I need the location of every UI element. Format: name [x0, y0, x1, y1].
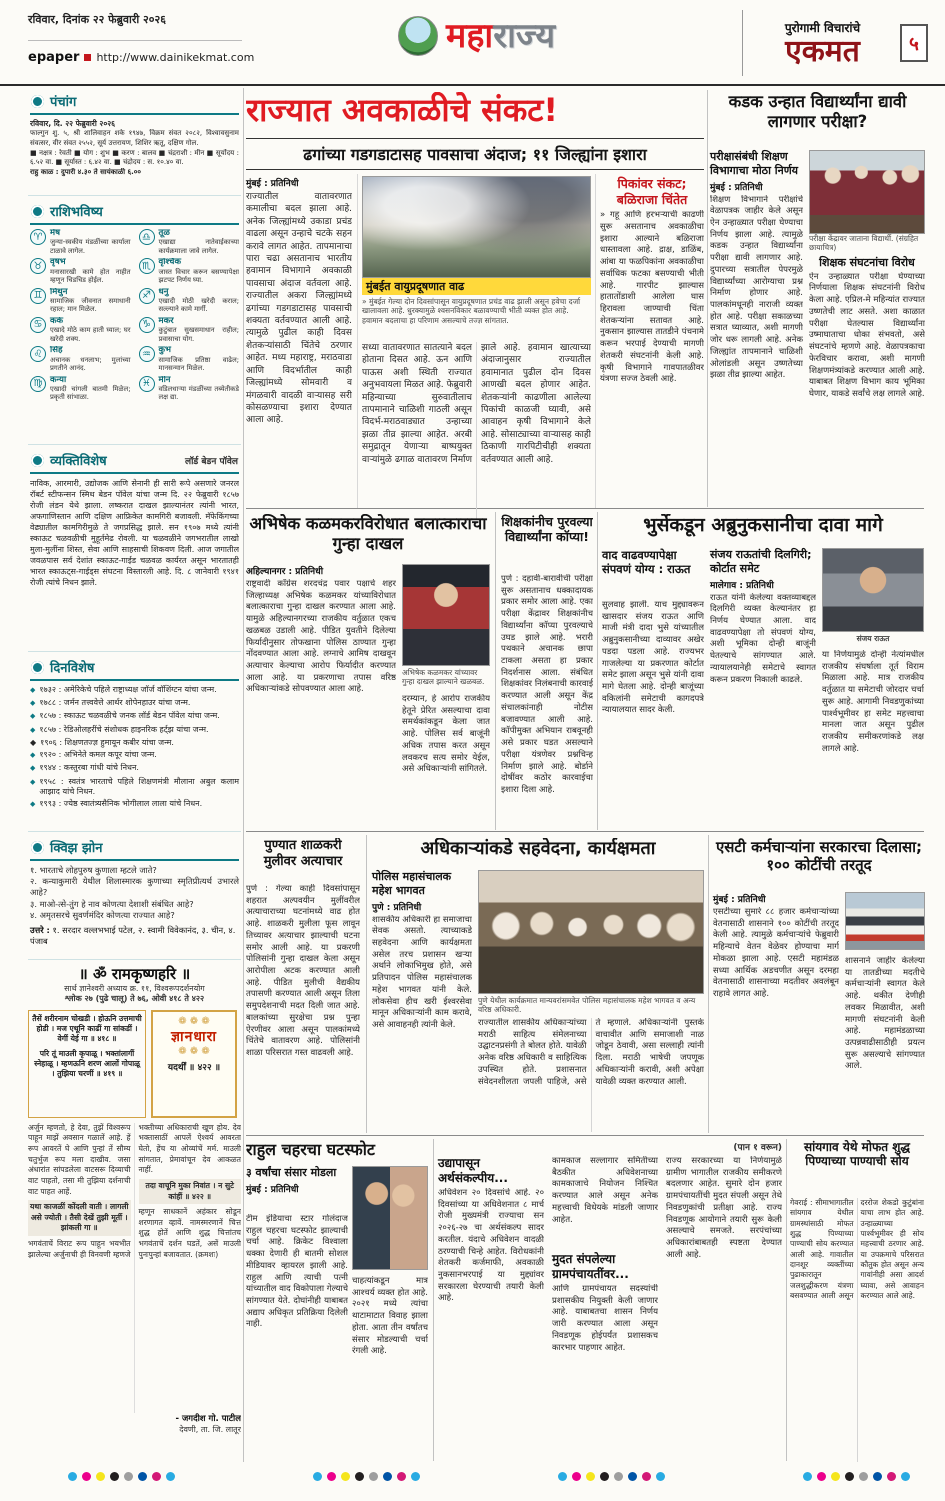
- pisces-icon: ♓: [139, 376, 155, 392]
- vyakti-header: [30, 449, 239, 474]
- column-rule: [707, 90, 708, 507]
- sanyagav-body: गेवराई : सीमाभागातील सांयगाव येथील ग्रामस्थांसाठी मोफत शुद्ध पिण्याच्या पाण्याची सोय करण्यात आली आहे. गावातील दानशूर व्यक्तींच्या पुढाकारातून जलशुद्धीकरण यंत्रणा बसवण्यात आली असून दररोज शेकडो कुटुंबांना याचा लाभ होत आहे. उन्हाळ्याच्या पार्श्वभूमीवर ही सोय महत्त्वाची ठरणार आहे. या उपक्रमाचे परिसरात कौतुक होत असून अन्य गावांनीही असा आदर्श घ्यावा, असे आवाहन करण्यात आले आहे.: [790, 1198, 924, 1301]
- rashi-text: वडिलधाऱ्या मंडळींच्या तब्येतीकडे लक्ष द्या.: [158, 384, 239, 402]
- panchang-section[interactable]: [28, 90, 241, 196]
- capricorn-icon: ♑: [139, 317, 155, 333]
- dinvishesh-item: ◆ १९४४ : कस्तुरबा गांधी यांचे निधन.: [30, 763, 239, 774]
- ram-subtitle1: सार्थ ज्ञानेश्वरी अध्याय क्र. ११, विश्वरूपदर्शनयोग: [64, 984, 205, 993]
- dinvishesh-item: ◆ १९०६ : शिक्षणतज्ज्ञ हुमायून कबीर यांचा जन्म.: [30, 737, 174, 747]
- libra-icon: ♎: [139, 229, 155, 245]
- scorpio-icon: ♏: [139, 258, 155, 274]
- lead-headline[interactable]: राज्यात अवकाळीचे संकट!: [246, 92, 559, 129]
- rashi-name: कुंभ: [158, 346, 172, 356]
- column-rule: [243, 88, 244, 1462]
- rahul-body-2: चाहत्यांकडून मात्र आश्चर्य व्यक्त होत आहे. २०२१ मध्ये त्यांचा थाटामाटात विवाह झाला होता. आता तीन वर्षांतच संसार मोडल्याची चर्चा रंगली आहे.: [352, 1276, 428, 1357]
- registration-dot: [124, 1472, 133, 1481]
- ornament-icon: ❁ ❁ ❁: [178, 1045, 210, 1057]
- ram-paragraph: म्हणून साधकानें अहंकार सोडून शरणागत व्हावें. नामस्मरणानें चित्त शुद्ध होतें आणि शुद्ध चित्तांतच भगवंताचें दर्शन घडतें, असें माउली पुनःपुन्हां बजावतात. (क्रमशः): [138, 1207, 241, 1259]
- vyakti-vishesh-section[interactable]: [28, 449, 241, 652]
- ram-quote: तदा वाचूनि मुका निवांत । न सुटे कांहीं ॥ ४२२ ॥: [139, 1179, 242, 1204]
- quiz-question: १. भारताचे लोहपुरुष कुणाला म्हटले जाते?: [30, 865, 157, 875]
- rashi-name: कर्क: [50, 316, 64, 326]
- lead-caption-body: » मुंबईत गेल्या दोन दिवसांपासून वायुप्रदूषणात प्रचंड वाढ झाली असून हवेचा दर्जा खालावला आहे. धुरक्यामुळे श्वसनविकार बळावण्याची भीती व्यक्त होत आहे. हवामान बदलाचा हा परिणाम असल्याचे तज्ज्ञ सांगतात.: [362, 297, 581, 325]
- rashi-item: [139, 258, 240, 284]
- bullet-icon: ◆: [30, 686, 36, 694]
- registration-dot: [383, 1472, 392, 1481]
- dinvishesh-item: ◆ १९२० : अभिनेते कमल कपूर यांचा जन्म.: [30, 750, 239, 761]
- bullet-icon: ◆: [30, 712, 36, 721]
- crops-sidebar-article[interactable]: [600, 176, 704, 508]
- lead-body-2: सध्या वातावरणात सातत्याने बदल होताना दिसत आहे. ऊन आणि पाऊस अशी स्थिती राज्यात अनुभवायला मिळत आहे. फेब्रुवारी महिन्याच्या सुरुवातीलाच तापमानाने चाळिशी गाठली असून विदर्भ-मराठवाड्यात उन्हाच्या झळा तीव्र झाल्या आहेत. अरबी समुद्रातून येणाऱ्या बाष्पयुक्त वाऱ्यांमुळे ढगाळ वातावरण निर्माण झाले आहे. हवामान खात्याच्या अंदाजानुसार राज्यातील हवामानात पुढील दोन दिवस आणखी बदल होणार आहेत. शेतकऱ्यांनी काढणीला आलेल्या पिकांची काळजी घ्यावी, असे आवाहन कृषी विभागाने केले आहे. सोसाट्याच्या वाऱ्यासह काही ठिकाणी गारपिटीचीही शक्यता वर्तवण्यात आली आहे.: [362, 343, 591, 465]
- dinvishesh-item: ◆ १७८८ : जर्मन तत्त्ववेत्ते आर्थर शोपेनहाउर यांचा जन्म.: [30, 698, 239, 709]
- quiz-question: ३. माओ-त्से-तुंग हे नाव कोणत्या देशाशी संबंधित आहे?: [30, 898, 194, 909]
- registration-dots: [313, 1472, 420, 1481]
- rashi-text: सामाजिक जीवनात समाधानी रहाल; मान मिळेल.: [50, 296, 131, 314]
- aquarius-icon: ♒: [139, 346, 155, 362]
- pune-headline[interactable]: पुण्यात शाळकरी मुलीवर अत्याचार: [263, 838, 343, 869]
- continued-from-label: (पान १ वरून): [733, 1143, 782, 1153]
- registration-dot: [68, 1472, 77, 1481]
- rashi-section[interactable]: [28, 200, 241, 445]
- dinvishesh-item: ◆ १८५७ : स्काऊट चळवळीचे जनक लॉर्ड बेडन पॉवेल यांचा जन्म.: [30, 711, 239, 722]
- registration-dot: [817, 1472, 826, 1481]
- column-rule: [495, 512, 496, 830]
- registration-dot: [901, 1472, 910, 1481]
- sahavedana-byline: पुणे : प्रतिनिधी: [372, 902, 422, 913]
- storm-clouds-photo: [362, 176, 591, 278]
- rashi-text: एखादी मोठी खरेदी कराल; सल्ल्याने कामे मार्गी.: [158, 296, 239, 314]
- rahul-subblock: [246, 1166, 348, 1212]
- dinvishesh-title: दिनविशेष: [50, 661, 95, 676]
- bullet-icon: ◆: [30, 699, 36, 708]
- dinvishesh-header: [30, 656, 239, 681]
- registration-dot: [355, 1472, 364, 1481]
- rashi-text: अचानक धनलाभ; मुलांच्या प्रगतीने आनंद.: [50, 355, 131, 373]
- abhishek-body-1: राष्ट्रवादी काँग्रेस शरदचंद्र पवार पक्षाचे शहर जिल्हाध्यक्ष अभिषेक कळमकर यांच्याविरोधात बलात्काराचा गुन्हा दाखल करण्यात आला आहे. यामुळे अहिल्यानगरच्या राजकीय वर्तुळात एकच खळबळ उडाली आहे. पीडित युवतीने दिलेल्या फिर्यादीनुसार तोफखाना पोलिस ठाण्यात गुन्हा नोंदवण्यात आला आहे. लग्नाचे आमिष दाखवून अत्याचार केल्याचा आरोप फिर्यादीत करण्यात आला आहे. या प्रकरणाचा तपास वरिष्ठ अधिकाऱ्यांकडे सोपवण्यात आला आहे.: [246, 579, 396, 695]
- quiz-header: [30, 836, 239, 861]
- quiz-question: २. कन्याकुमारी येथील शिलास्मारक कुणाच्या स्मृतिप्रीत्यर्थ उभारले आहे?: [30, 876, 239, 898]
- registration-dot: [586, 1472, 595, 1481]
- lead-media-block: [362, 176, 591, 520]
- st-body-2: शासनाने जाहीर केलेल्या या तातडीच्या मदतीचे कर्मचाऱ्यांनी स्वागत केले आहे. थकीत देणीही लवकर मिळावीत, अशी मागणी संघटनांनी केली आहे. महामंडळाच्या उत्पन्नवाढीसाठीही प्रयत्न सुरू असल्याचे सांगण्यात आले.: [845, 956, 925, 1072]
- rashi-text: जुन्या-स्वकीय मंडळींच्या कार्याला टाळावे लागेल.: [50, 238, 131, 255]
- st-bus-photo: [845, 892, 925, 950]
- aries-icon: ♈: [30, 229, 46, 245]
- column-rule: [357, 174, 358, 508]
- budget-cont-title[interactable]: उद्यापासून अर्थसंकल्पीय...: [438, 1156, 508, 1185]
- rashi-header: [30, 200, 239, 225]
- quiz-question: ४. अमृतसरचे सुवर्णमंदिर कोणत्या राज्यात आहे?: [30, 909, 175, 920]
- column-rule: [597, 512, 598, 830]
- exam-right-column: [809, 150, 925, 500]
- abhishek-photo: [402, 564, 490, 666]
- crops-headline-1: पिकांवर संकट;: [617, 176, 687, 191]
- dinvishesh-item: ◆ १८५७ : रेडिओलहरींचे संशोधक हाइनरिक हर्ट्झ यांचा जन्म.: [30, 725, 239, 736]
- rashi-text: सामाजिक प्रतिष्ठा वाढेल; मानसन्मान मिळेल.: [158, 355, 239, 373]
- abhishek-body-2: दरम्यान, हे आरोप राजकीय हेतूने प्रेरित असल्याचा दावा समर्थकांकडून केला जात आहे. पोलिस सर्व बाजूंनी अधिक तपास करत असून लवकरच सत्य समोर येईल, असे अधिकाऱ्यांनी सांगितले.: [402, 694, 490, 775]
- exam-body-left: शिक्षण विभागाने परीक्षांचे वेळापत्रक जाहीर केले असून ऐन उन्हाळ्यात परीक्षा घेण्याचा निर्णय झाला आहे. त्यामुळे कडक उन्हात विद्यार्थ्यांना परीक्षा द्यावी लागणार आहे. दुपारच्या सत्रातील पेपरमुळे विद्यार्थ्यांच्या आरोग्याचा प्रश्न निर्माण होणार आहे. पालकांमधूनही नाराजी व्यक्त होत आहे. परीक्षा सकाळच्या सत्रात घ्याव्यात, अशी मागणी जोर धरू लागली आहे. अनेक जिल्ह्यांत तापमानाने चाळिशी ओलांडली असून उष्णतेच्या झळा तीव्र झाल्या आहेत.: [710, 194, 803, 381]
- panchang-title: पंचांग: [50, 95, 77, 110]
- ram-paragraph: अर्जुन म्हणतो, हे देवा, तुझें विश्वरूप पाहून माझें अवसान गळालें आहे. हें रूप आवरतें घे आणि पुन्हां तें सौम्य चतुर्भुज रूप मला दाखीव. जसा अंधारांत सांपडलेला वाटसरू दिव्याची वाट पाहतो, तसा मी तुझिया दर्शनाची वाट पाहत आहें.: [28, 1122, 131, 1196]
- column-rule: [433, 1139, 434, 1461]
- masthead-logo-icon: [398, 16, 438, 56]
- registration-dot: [138, 1472, 147, 1481]
- verse-line: तैसें शरीरनाम चोखडी । होऊनि उत्तमाची होडी । मज एथूनि काढीं गा सांकडीं । वेगीं येई गा ॥ ४१८ ॥: [32, 1013, 142, 1044]
- sahavedana-body-bottom: राज्यातील शासकीय अधिकाऱ्यांच्या मराठी साहित्य संमेलनाच्या उद्घाटनप्रसंगी ते बोलत होते. यावेळी अनेक वरिष्ठ अधिकारी व साहित्यिक उपस्थित होते. प्रशासनात संवेदनशीलता जपली पाहिजे, असे ते म्हणाले. अधिकाऱ्यांनी पुस्तके वाचावीत आणि समाजाशी नाळ जोडून ठेवावी, असा सल्लाही त्यांनी दिला. मराठी भाषेची जपणूक अधिकाऱ्यांनी करावी, अशी अपेक्षा यावेळी व्यक्त करण्यात आली.: [478, 1018, 704, 1087]
- page-number: ५: [900, 24, 928, 62]
- rashi-text: एखादे मोठे काम हाती घ्याल; घर खरेदी शक्य.: [50, 326, 131, 343]
- registration-dot: [628, 1472, 637, 1481]
- rashi-item: [30, 229, 131, 255]
- rashi-item: [139, 376, 240, 402]
- registration-dot: [600, 1472, 609, 1481]
- budget-cont-body: अधिवेशन २० दिवसांचे आहे. २० दिवसांच्या या अधिवेशनात ८ मार्च रोजी मुख्यमंत्री राज्याचा सन २०२६-२७ चा अर्थसंकल्प सादर करतील. यंदाचे अधिवेशन वादळी ठरण्याची चिन्हे आहेत. विरोधकांनी शेतकरी कर्जमाफी, अवकाळी नुकसानभरपाई या मुद्द्यांवर सरकारला घेरण्याची तयारी केली आहे.: [438, 1188, 544, 1304]
- ram-title: ॥ ॐ रामकृष्णहरि ॥: [78, 965, 191, 983]
- cont-column-2: [552, 1156, 658, 1462]
- dinvishesh-section[interactable]: [28, 656, 241, 832]
- registration-dot: [327, 1472, 336, 1481]
- ornament-icon: ❁ ❁ ❁: [178, 1015, 210, 1027]
- rashi-item: [139, 317, 240, 343]
- rashi-text: मनासारखी कामे होत नाहीत म्हणून चिडचिड होईल.: [50, 267, 131, 285]
- vyakti-icon: [31, 454, 44, 467]
- abhishek-photo-caption: अभिषेक कळमकर यांच्यावर गुन्हा दाखल झाल्याने खळबळ.: [402, 668, 485, 687]
- registration-dot: [803, 1472, 812, 1481]
- vyakti-body: नाविक, आरमारी, उद्योजक आणि सेनानी ही सारी रूपे असणारे जनरल रॉबर्ट स्टीफन्सन स्मिथ बेडन पॉवेल यांचा जन्म दि. २२ फेब्रुवारी १८५७ रोजी लंडन येथे झाला. लष्करात दाखल झाल्यानंतर त्यांनी भारत, अफगाणिस्तान आणि दक्षिण आफ्रिकेत कामगिरी बजावली. मॅफेकिंगच्या वेढ्यातील कामगिरीमुळे ते जगप्रसिद्ध झाले. सन १९०७ मध्ये त्यांनी स्काऊट चळवळीची मुहूर्तमेढ रोवली. या चळवळीने जगभरातील लाखो मुला-मुलींना शिस्त, सेवा आणि साहसाची शिकवण दिली. आज जगातील जवळपास सर्व देशांत स्काऊट-गाईड चळवळ कार्यरत असून भारतातही भारत स्काऊट्स-गाईड्स संघटना विस्तारली आहे. दि. ८ जानेवारी १९४१ रोजी त्यांचे निधन झाले.: [30, 479, 239, 588]
- date-line: रविवार, दिनांक २२ फेब्रुवारी २०२६: [28, 13, 166, 26]
- masthead-part2: राज्य: [493, 16, 556, 56]
- rashi-item: [30, 258, 131, 284]
- sahavedana-minihead: पोलिस महासंचालक महेश भागवत: [372, 870, 452, 897]
- bullet-icon: ◆: [30, 777, 36, 786]
- epaper-label: epaper: [28, 50, 80, 65]
- exam-headline[interactable]: कडक उन्हात विद्यार्थ्यांना द्यावी लागणार परीक्षा?: [728, 92, 907, 131]
- registration-dot: [110, 1472, 119, 1481]
- sahavedana-photo-caption: पुणे येथील कार्यक्रमात मान्यवरांसमवेत पोलिस महासंचालक महेश भागवत व अन्य वरिष्ठ अधिकारी.: [478, 996, 696, 1015]
- bhurse-byline: मालेगाव : प्रतिनिधी: [710, 580, 774, 591]
- rashi-item: [30, 288, 131, 314]
- ram-body: [28, 1123, 241, 1413]
- ram-krishna-hari-section[interactable]: [28, 964, 241, 1462]
- registration-dots: [803, 1472, 910, 1481]
- dinvishesh-icon: [31, 661, 44, 674]
- rashi-name: कन्या: [50, 375, 67, 385]
- column-rule: [595, 174, 596, 508]
- abhishek-byline: अहिल्यानगर : प्रतिनिधी: [246, 567, 324, 577]
- registration-dot: [845, 1472, 854, 1481]
- panchang-day: रविवार, दि. २२ फेब्रुवारी २०२६: [30, 119, 116, 128]
- grampanchayat-cont-body: आणि ग्रामपंचायत सदस्यांची प्रशासकीय नियुक्ती केली जाणार आहे. याबाबतचा शासन निर्णय जारी करण्यात आला असून निवडणूक होईपर्यंत प्रशासकच कारभार पाहणार आहेत.: [552, 1284, 658, 1353]
- vyakti-title: व्यक्तिविशेष: [50, 454, 107, 469]
- rashi-item: [30, 376, 131, 402]
- taurus-icon: ♉: [30, 258, 46, 274]
- rashi-name: मकर: [158, 316, 174, 326]
- section-rule: [246, 1135, 924, 1136]
- rashi-grid: [30, 229, 239, 402]
- raut-photo-caption: संजय राऊत: [856, 634, 890, 643]
- rahul-byline: मुंबई : प्रतिनिधी: [246, 1184, 299, 1195]
- sagittarius-icon: ♐: [139, 288, 155, 304]
- rashi-item: [139, 346, 240, 372]
- registration-dot: [166, 1472, 175, 1481]
- rashi-item: [139, 229, 240, 255]
- epaper-row: [28, 50, 254, 65]
- bullet-icon: ◆: [30, 764, 36, 773]
- sahavedana-headline[interactable]: अधिकाऱ्यांकडे सहवेदना, कार्यक्षमता: [420, 838, 656, 859]
- bhurse-lede: संजय राऊतांची दिलगिरी; कोर्टात समेट: [710, 548, 812, 575]
- registration-dot: [859, 1472, 868, 1481]
- exam-body-right: ऐन उन्हाळ्यात परीक्षा घेण्याच्या निर्णयाला शिक्षक संघटनांनी विरोध केला आहे. एप्रिल-मे महिन्यांत राज्यात उष्णतेची लाट असते. अशा काळात परीक्षा घेतल्यास विद्यार्थ्यांना उष्माघाताचा धोका संभवतो, असे संघटनांचे म्हणणे आहे. वेळापत्रकाचा फेरविचार करावा, अशी मागणी शिक्षणमंत्र्यांकडे करण्यात आली आहे. याबाबत शिक्षण विभाग काय भूमिका घेणार, याकडे सर्वांचे लक्ष लागले आहे.: [809, 271, 925, 399]
- dignitaries-group-photo: [478, 870, 704, 994]
- column-rule: [366, 835, 367, 1133]
- ram-signature-place: देवणी, ता. जि. लातूर: [179, 1424, 241, 1434]
- copies-body: पुणे : दहावी-बारावीची परीक्षा सुरू असतानाच धक्कादायक प्रकार समोर आला आहे. एका परीक्षा केंद्रावर शिक्षकांनीच विद्यार्थ्यांना कॉप्या पुरवल्याचे उघड झाले आहे. भरारी पथकाने अचानक छापा टाकला असता हा प्रकार निदर्शनास आला. संबंधित शिक्षकांवर निलंबनाची कारवाई करण्यात आली असून केंद्र संचालकांनाही नोटीस बजावण्यात आली आहे. कॉपीमुक्त अभियान राबवूनही असे प्रकार घडत असल्याने परीक्षा यंत्रणेवर प्रश्नचिन्ह निर्माण झाले आहे. बोर्डाने दोषींवर कठोर कारवाईचा इशारा दिला आहे.: [501, 574, 593, 795]
- masthead-bar: [0, 0, 945, 86]
- lead-body-1: राज्यातील वातावरणात कमालीचा बदल झाला आहे. अनेक जिल्ह्यांमध्ये उकाडा प्रचंड वाढला असून उन्हाचे चटके सहन करावे लागत आहेत. तापमानाचा पारा चढा असतानाच भारतीय हवामान विभागाने अवकाळी पावसाचा अंदाज वर्तवला आहे. राज्यातील अकरा जिल्ह्यांमध्ये ढगांच्या गडगडाटासह पावसाची शक्यता वर्तवण्यात आली आहे. त्यामुळे पुढील काही दिवस शेतकऱ्यांसाठी चिंतेचे ठरणार आहेत. मध्य महाराष्ट्र, मराठवाडा आणि विदर्भातील काही जिल्ह्यांमध्ये सोमवारी व मंगळवारी वादळी वाऱ्यासह सरी कोसळण्याचा इशारा देण्यात आला आहे.: [246, 192, 352, 426]
- column-rule: [786, 1139, 787, 1461]
- virgo-icon: ♍: [30, 376, 46, 392]
- sanyagav-headline[interactable]: सांयगाव येथे मोफत शुद्ध पिण्याच्या पाण्याची सोय: [803, 1140, 910, 1169]
- rahul-subhead: ३ वर्षांचा संसार मोडला: [246, 1166, 337, 1179]
- rashi-name: मिथुन: [50, 287, 68, 297]
- grampanchayat-cont-title[interactable]: मुदत संपलेल्या ग्रामपंचायतींवर...: [552, 1252, 629, 1281]
- rashi-name: तूळ: [158, 229, 170, 238]
- sahavedana-left-column: [372, 870, 472, 1132]
- rashi-name: मीन: [158, 375, 171, 385]
- dinvishesh-item: ◆ १९९३ : ज्येष्ठ स्वातंत्र्यसैनिक भोगीलाल लाला यांचे निधन.: [30, 799, 239, 810]
- rashi-title: राशिभविष्य: [50, 205, 103, 220]
- gemini-icon: ♊: [30, 288, 46, 304]
- leo-icon: ♌: [30, 346, 46, 362]
- rashi-item: [30, 346, 131, 372]
- rashi-text: एखादी चांगली बातमी मिळेल; प्रकृती सांभाळा.: [50, 384, 131, 402]
- rahul-headline[interactable]: राहुल चहरचा घटस्फोट: [246, 1140, 375, 1159]
- registration-dot: [572, 1472, 581, 1481]
- registration-dot: [656, 1472, 665, 1481]
- cont-column-3: राज्य सरकारच्या या निर्णयामुळे ग्रामीण भागातील राजकीय समीकरणे बदलणार आहेत. सुमारे दोन हजार ग्रामपंचायतींची मुदत संपली असून तेथे निवडणुकांची प्रतीक्षा आहे. राज्य निवडणूक आयोगाने तयारी सुरू केली असल्याचे समजते. सरपंचांच्या अधिकारांबाबतही स्पष्टता देण्यात आली आहे.: [666, 1156, 782, 1260]
- rashi-text: जास्त विचार करून बसण्यापेक्षा झटपट निर्णय घ्या.: [158, 267, 239, 285]
- copies-headline[interactable]: शिक्षकांनीच पुरवल्या विद्यार्थ्यांना कॉप्या!: [501, 514, 593, 544]
- panchang-tithi: फाल्गुन शु. ५, श्री शालिवाहन शके १९४७, विक्रम संवत २०८२, विश्वावसुनाम संवत्सर, वीर संवत २५५२, सूर्य उत्तरायण, शिशिर ऋतू, दक्षिण गोल.: [30, 129, 239, 147]
- rashi-name: धनु: [158, 287, 169, 297]
- dnyandhara-label: ज्ञानधारा: [171, 1028, 217, 1045]
- st-headline[interactable]: एसटी कर्मचाऱ्यांना सरकारचा दिलासा; १०० कोटींची तरतूद: [715, 838, 923, 874]
- quiz-zone-section[interactable]: [28, 836, 241, 960]
- masthead-part1: महा: [446, 16, 494, 56]
- registration-dot: [887, 1472, 896, 1481]
- st-column-1: [713, 892, 839, 1132]
- registration-dot: [369, 1472, 378, 1481]
- bullet-icon: ◆: [30, 737, 37, 747]
- bullet-icon: ◆: [30, 725, 36, 734]
- registration-dot: [873, 1472, 882, 1481]
- rashi-name: मेष: [50, 229, 60, 238]
- vyakti-subtitle: लॉर्ड बेडन पॉवेल: [184, 456, 238, 467]
- st-body-1: एसटीच्या सुमारे ८८ हजार कर्मचाऱ्यांच्या वेतनासाठी शासनाने १०० कोटींची तरतूद केली आहे. त्यामुळे कर्मचाऱ्यांचे फेब्रुवारी महिन्याचे वेतन वेळेवर होण्याचा मार्ग मोकळा झाला आहे. एसटी महामंडळ सध्या आर्थिक अडचणीत असून दरमहा वेतनासाठी शासनाच्या मदतीवर अवलंबून राहावे लागत आहे.: [713, 907, 839, 1000]
- registration-dot: [614, 1472, 623, 1481]
- abhishek-column-1: [246, 564, 396, 828]
- dinvishesh-item: ◆ १९५८ : स्वतंत्र भारताचे पहिले शिक्षणमंत्री मौलाना अबुल कलाम आझाद यांचे निधन.: [30, 776, 239, 796]
- registration-dots: [558, 1472, 665, 1481]
- budget-cont-body-2: कामकाज सल्लागार समितीच्या बैठकीत अधिवेशनाच्या कामकाजाचे नियोजन निश्चित करण्यात आले असून अनेक महत्त्वाची विधेयके मांडली जाणार आहेत.: [552, 1156, 658, 1225]
- crops-body: » गहू आणि हरभऱ्याची काढणी सुरू असतानाच अवकाळीचा इशारा आल्याने बळिराजा धास्तावला आहे. द्राक्ष, डाळिंब, आंबा या फळपिकांना अवकाळीचा सर्वाधिक फटका बसण्याची भीती आहे. गारपीट झाल्यास हातातोंडाशी आलेला घास हिरावला जाण्याची चिंता शेतकऱ्यांना सतावत आहे. नुकसान झाल्यास तातडीने पंचनामे करून भरपाई देण्याची मागणी शेतकरी संघटनांनी केली आहे. कृषी विभागाने गावपातळीवर यंत्रणा सज्ज ठेवली आहे.: [600, 210, 704, 385]
- rahul-couple-photo: [352, 1166, 428, 1270]
- registration-dot: [397, 1472, 406, 1481]
- ram-signature: - जगदीश गो. पाटील: [175, 1413, 241, 1424]
- section-rule: [246, 831, 924, 832]
- exam-byline: मुंबई : प्रतिनिधी: [710, 182, 763, 193]
- rashi-text: कुटुंबात सुखसमाधान राहील; प्रवासाचा योग.: [158, 326, 239, 343]
- verse-box: [28, 1010, 146, 1118]
- registration-dot: [411, 1472, 420, 1481]
- bhurse-body-3: या निर्णयामुळे दोन्ही नेत्यांमधील राजकीय संघर्षाला तूर्त विराम मिळाला आहे. मात्र राजकीय वर्तुळात या समेटाची जोरदार चर्चा सुरू आहे. आगामी निवडणुकांच्या पार्श्वभूमीवर हा समेट महत्त्वाचा मानला जात असून पुढील राजकीय समीकरणांकडे लक्ष लागले आहे.: [822, 650, 924, 754]
- epaper-bullet-icon: [84, 54, 91, 61]
- column-rule: [708, 835, 709, 1133]
- st-byline: मुंबई : प्रतिनिधी: [713, 895, 766, 905]
- panchang-rahu: राहु काळ : दुपारी ४.३० ते सायंकाळी ६.००: [30, 167, 142, 176]
- cont-column-1: [438, 1156, 544, 1462]
- dnyandhara-box: [151, 1010, 237, 1118]
- bhurse-body-1: सुलवाह झाली. याच मुद्द्यावरून खासदार संजय राऊत आणि माजी मंत्री दादा भुसे यांच्यातील अब्रुनुकसानीच्या दाव्यावर अखेर पडदा पडला आहे. राज्यभर गाजलेल्या या प्रकरणात कोर्टात समेट झाला असून भुसे यांनी दावा मागे घेतला आहे. दोन्ही बाजूंच्या वकिलांनी समेटाची कागदपत्रे न्यायालयात सादर केली.: [602, 600, 704, 716]
- rashi-name: सिंह: [50, 346, 63, 356]
- quiz-icon: [31, 841, 44, 854]
- bhurse-body-2: राऊत यांनी केलेल्या वक्तव्याबद्दल दिलगिरी व्यक्त केल्यानंतर हा निर्णय घेण्यात आला. वाद वाढवण्यापेक्षा तो संपवणं योग्य, अशी भूमिका दोन्ही बाजूंनी घेतल्याचे सांगण्यात आले. न्यायालयानेही समेटाचे स्वागत करून प्रकरण निकाली काढले.: [710, 592, 816, 685]
- panchang-details: ■ नक्षत्र : रेवती ■ योग : शुभ ■ करण : बालव ■ चंद्रराशी : मीन ■ सूर्योदय : ६.५२ वा. ■ सूर्यास्त : ६.४२ वा. ■ चंद्रोदय : स. १०.४० वा.: [30, 148, 239, 167]
- rashi-icon: [31, 205, 44, 218]
- bhurse-subhead-left: वाद वाढवण्यापेक्षा संपवणं योग्य : राऊत: [602, 548, 691, 577]
- quiz-title: क्विझ झोन: [50, 841, 103, 856]
- masthead: [398, 16, 555, 56]
- lead-column-1: [246, 176, 352, 508]
- brand-tagline: पुरोगामी विचारांचे: [784, 20, 861, 35]
- lead-byline: मुंबई : प्रतिनिधी: [246, 179, 299, 189]
- bullet-icon: ◆: [30, 751, 36, 760]
- rashi-name: वृषभ: [50, 258, 66, 268]
- quiz-answers: उत्तरे : १. सरदार वल्लभभाई पटेल, २. स्वामी विवेकानंद, ३. चीन, ४. पंजाब: [30, 924, 236, 946]
- registration-dot: [831, 1472, 840, 1481]
- registration-dots: [68, 1472, 175, 1481]
- registration-dot: [313, 1472, 322, 1481]
- crops-headline-2: बळिराजा चिंतेत: [616, 191, 688, 207]
- registration-dot: [558, 1472, 567, 1481]
- brand-block: [742, 10, 928, 76]
- ram-paragraph: भगवंताचें विराट रूप पाहून भयभीत झालेल्या अर्जुनाची ही विनवणी म्हणजे भक्तीच्या अधिकाराची खूण होय. देव भक्तासाठीं आपलें ऐश्वर्य आवरता घेतो, हेंच या ओव्यांचें मर्म. माउली सांगतात, प्रेमावांचून देव आकळत नाहीं.: [28, 1122, 241, 1259]
- abhishek-headline[interactable]: अभिषेक कळमकरविरोधात बलात्काराचा गुन्हा दाखल: [249, 514, 487, 553]
- rashi-name: वृश्चिक: [158, 258, 181, 268]
- dinvishesh-item: ◆ १७३२ : अमेरिकेचे पहिले राष्ट्राध्यक्ष जॉर्ज वॉशिंग्टन यांचा जन्म.: [30, 685, 239, 696]
- exam-left-column: [710, 150, 803, 506]
- exam-subhead2: शिक्षक संघटनांचा विरोध: [819, 256, 915, 269]
- bullet-icon: ◆: [30, 800, 36, 809]
- registration-dot: [152, 1472, 161, 1481]
- panchang-icon: [31, 95, 44, 108]
- verse-line: परि तूं माउली कृपाळू । भक्तांलागीं स्नेहाळू । म्हणऊनि शरण आलों गोपाळू । तुझिया चरणीं ॥ ४१९ ॥: [34, 1048, 140, 1079]
- lead-subhead: ढगांच्या गडगडाटासह पावसाचा अंदाज; ११ जिल्ह्यांना इशारा: [246, 138, 704, 170]
- raut-photo: [822, 548, 924, 632]
- brand-name: एकमत: [785, 33, 860, 69]
- pune-body: पुणे : गेल्या काही दिवसांपासून शहरात अल्पवयीन मुलींवरील अत्याचाराच्या घटनांमध्ये वाढ होत आहे. शाळकरी मुलीला फूस लावून तिच्यावर अत्याचार झाल्याची घटना समोर आली आहे. या प्रकरणी पोलिसांनी गुन्हा दाखल केला असून आरोपीला अटक करण्यात आली आहे. पीडित मुलीची वैद्यकीय तपासणी करण्यात आली असून तिला समुपदेशनाची मदत दिली जात आहे. बालकांच्या सुरक्षेचा प्रश्न पुन्हा ऐरणीवर आला असून पालकांमध्ये चिंतेचे वातावरण आहे. पोलिसांनी शाळा परिसरात गस्त वाढवली आहे.: [246, 884, 360, 1059]
- registration-dot: [82, 1472, 91, 1481]
- bhurse-headline[interactable]: भुर्सेकडून अब्रुनुकसानीचा दावा मागे: [643, 514, 883, 536]
- exam-minihead: परीक्षासंबंधी शिक्षण विभागाचा मोठा निर्णय: [710, 150, 799, 177]
- cancer-icon: ♋: [30, 317, 46, 333]
- registration-dot: [96, 1472, 105, 1481]
- registration-dot: [642, 1472, 651, 1481]
- exam-photo-caption: परीक्षा केंद्रावर जाताना विद्यार्थी. (संग्रहित छायाचित्र): [809, 234, 919, 253]
- sahavedana-body-left: शासकीय अधिकारी हा समाजाचा सेवक असतो. त्याच्याकडे सहवेदना आणि कार्यक्षमता असेल तरच प्रशासन खऱ्या अर्थाने लोकाभिमुख होते, असे प्रतिपादन पोलिस महासंचालक महेश भागवत यांनी केले. लोकसेवा हीच खरी ईश्वरसेवा मानून अधिकाऱ्यांनी काम करावे, असे आवाहनही त्यांनी केले.: [372, 914, 472, 1030]
- rahul-body-1: टीम इंडियाचा स्टार गोलंदाज राहुल चहरचा घटस्फोट झाल्याची चर्चा आहे. क्रिकेट विश्वाला धक्का देणारी ही बातमी सोशल मीडियावर व्हायरल झाली आहे. राहुल आणि त्याची पत्नी यांच्यातील वाद विकोपाला गेल्याचे सांगण्यात येते. दोघांनीही याबाबत अद्याप अधिकृत प्रतिक्रिया दिलेली नाही.: [246, 1214, 348, 1330]
- rashi-text: एखाद्या नातेवाईकाच्या कार्यक्रमाला जावे लागेल.: [158, 238, 239, 255]
- ram-quote: यथा काजळीं कोंदली वाती । लागली असे ज्योती । तैसी देखें तुझी मूर्ती । झांकली गा ॥: [28, 1200, 131, 1236]
- rashi-item: [139, 288, 240, 314]
- ram-subtitle2: श्लोक २७ (पुढे चालू) ते ७६, ओवी ४१८ ते ४२२: [64, 994, 205, 1004]
- registration-dot: [341, 1472, 350, 1481]
- bhurse-center-column: [710, 548, 816, 828]
- lead-caption-title: मुंबईत वायुप्रदूषणात वाढ: [362, 278, 591, 295]
- rashi-item: [30, 317, 131, 343]
- students-photo: [809, 150, 925, 234]
- website-link[interactable]: http://www.dainikekmat.com: [96, 51, 255, 64]
- dnyandhara-word: यदर्थीं ॥ ४२२ ॥: [167, 1062, 221, 1073]
- panchang-header: [30, 90, 239, 115]
